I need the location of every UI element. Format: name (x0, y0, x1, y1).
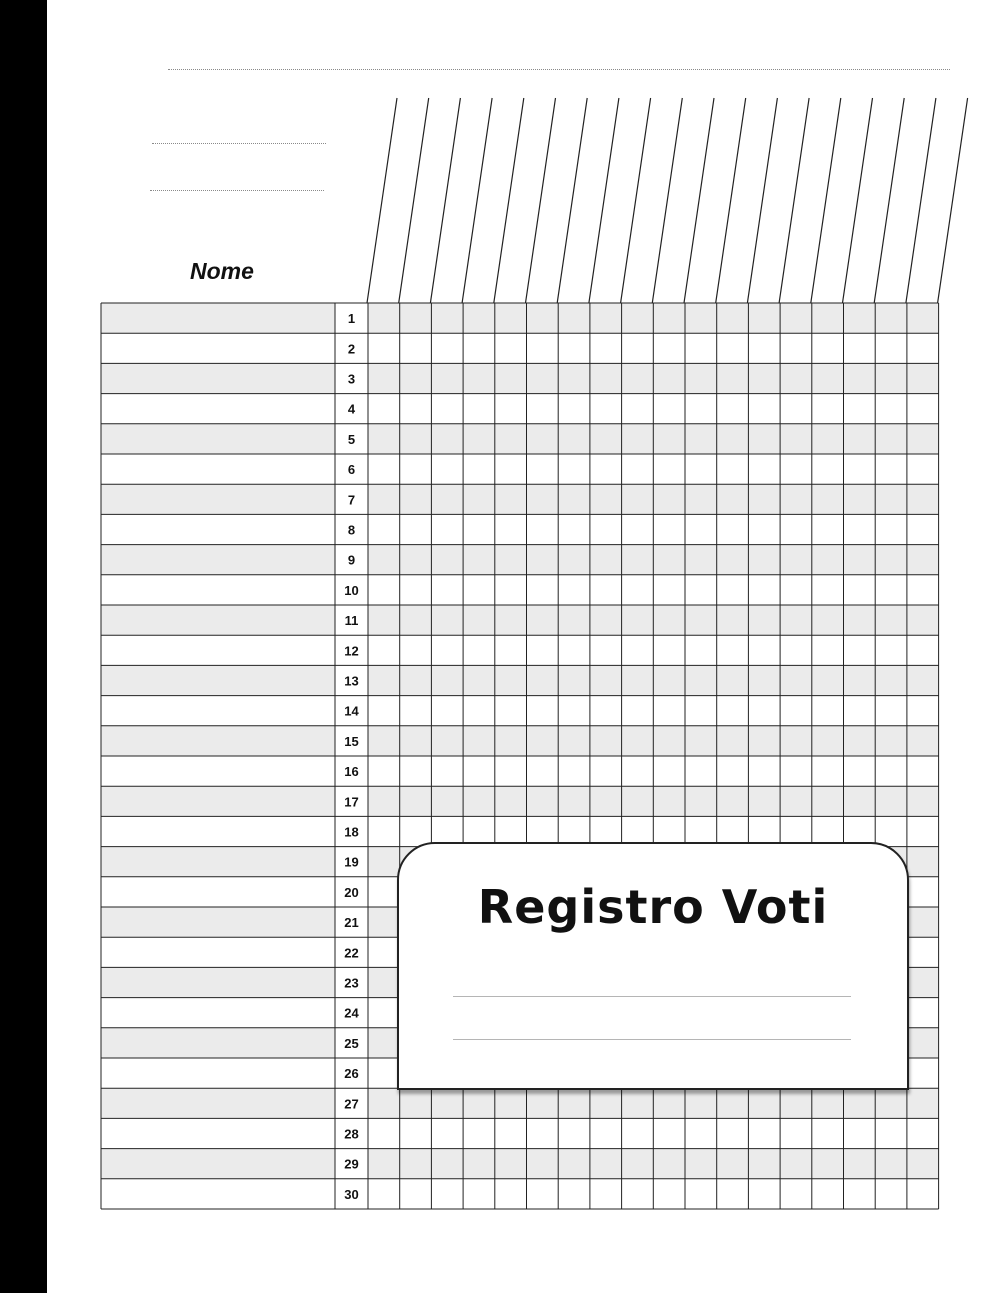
slanted-header-line (557, 98, 587, 303)
slanted-column-headers (0, 0, 1000, 310)
row-number: 29 (344, 1156, 359, 1172)
row-number: 21 (344, 915, 359, 931)
row-number: 16 (344, 764, 359, 780)
slanted-header-line (747, 98, 777, 303)
row-number: 15 (344, 733, 359, 749)
name-cell-stripe (101, 726, 335, 756)
name-cell-stripe (101, 847, 335, 877)
slanted-header-line (430, 98, 460, 303)
slanted-header-line (811, 98, 841, 303)
row-number: 24 (344, 1005, 359, 1021)
slanted-header-line (399, 98, 429, 303)
slanted-header-line (367, 98, 397, 303)
row-number: 25 (344, 1035, 359, 1051)
row-number: 14 (344, 703, 359, 719)
slanted-header-line (589, 98, 619, 303)
name-cell-stripe (101, 424, 335, 454)
name-cell-stripe (101, 363, 335, 393)
name-cell-stripe (101, 907, 335, 937)
row-number: 26 (344, 1066, 359, 1082)
slanted-header-line (652, 98, 682, 303)
name-cell-stripe (101, 484, 335, 514)
row-number: 18 (344, 824, 359, 840)
slanted-header-line (874, 98, 904, 303)
row-number: 23 (344, 975, 359, 991)
name-cell-stripe (101, 786, 335, 816)
slanted-header-line (526, 98, 556, 303)
cover-label (397, 842, 909, 1090)
row-number: 12 (344, 643, 359, 659)
slanted-header-line (494, 98, 524, 303)
row-number: 8 (347, 522, 356, 538)
name-cell-stripe (101, 303, 335, 333)
cover-write-line-1 (453, 996, 851, 997)
slanted-header-line (462, 98, 492, 303)
slanted-header-line (938, 98, 968, 303)
name-cell-stripe (101, 545, 335, 575)
name-cell-stripe (101, 1149, 335, 1179)
row-number: 13 (344, 673, 359, 689)
row-number: 3 (347, 371, 356, 387)
name-cell-stripe (101, 665, 335, 695)
slanted-header-line (906, 98, 936, 303)
row-number: 30 (344, 1186, 359, 1202)
row-number: 17 (344, 794, 359, 810)
row-number: 6 (347, 462, 356, 478)
name-column-header: Nome (190, 258, 254, 284)
slanted-header-line (621, 98, 651, 303)
row-number: 11 (344, 613, 359, 629)
row-number: 27 (344, 1096, 359, 1112)
cover-title: Registro Voti (477, 880, 829, 934)
row-number: 28 (344, 1126, 359, 1142)
row-number: 20 (344, 884, 359, 900)
row-number: 5 (347, 431, 356, 447)
row-number: 19 (344, 854, 359, 870)
row-number: 9 (347, 552, 356, 568)
slanted-header-line (684, 98, 714, 303)
cover-write-line-2 (453, 1039, 851, 1040)
row-number: 4 (347, 401, 356, 417)
row-number: 2 (347, 341, 356, 357)
name-cell-stripe (101, 605, 335, 635)
row-number: 1 (347, 311, 356, 327)
name-cell-stripe (101, 967, 335, 997)
slanted-header-line (716, 98, 746, 303)
name-cell-stripe (101, 1088, 335, 1118)
row-number: 10 (344, 582, 359, 598)
name-cell-stripe (101, 1028, 335, 1058)
row-number: 7 (347, 492, 356, 508)
slanted-header-line (779, 98, 809, 303)
row-number: 22 (344, 945, 359, 961)
slanted-header-line (843, 98, 873, 303)
